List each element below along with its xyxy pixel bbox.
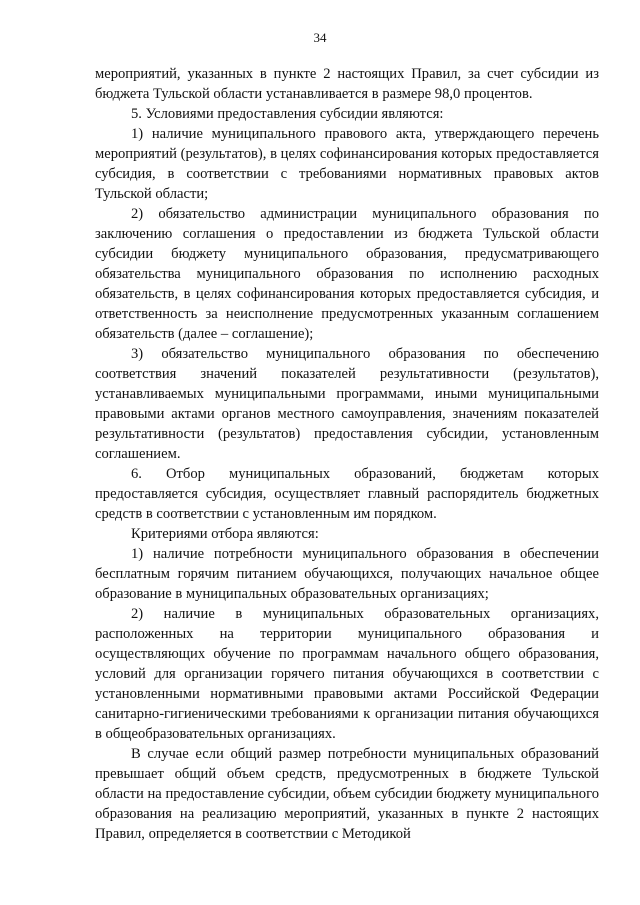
paragraph-condition-2: 2) обязательство администрации муниципального образования по заключению соглашения о предоставлении из бюджета Тульской области субсидии бюджету муниципального образования, предусматривающего обязательства муниципального образования по исполнению расходных обязательств, в целях софинансирования которых предоставляется субсидия, и ответственность за неисполнение предусмотренных указанным соглашением обязательств (далее – соглашение); — [95, 206, 599, 342]
paragraph-condition-3: 3) обязательство муниципального образования по обеспечению соответствия значений показателей результативности (результатов), устанавливаемых муниципальными программами, иными муниципальными правовыми актами органов местного самоуправления, значениям показателей результативности (результатов) предоставления субсидии, установленным соглашением. — [95, 346, 599, 462]
paragraph-conditions-heading: 5. Условиями предоставления субсидии являются: — [131, 106, 444, 122]
paragraph-condition-1: 1) наличие муниципального правового акта, утверждающего перечень мероприятий (результатов), в целях софинансирования которых предоставляется субсидия, в соответствии с требованиями нормативных правовых актов Тульской области; — [95, 126, 599, 202]
paragraph-selection: 6. Отбор муниципальных образований, бюджетам которых предоставляется субсидия, осуществляет главный распорядитель бюджетных средств в соответствии с установленным им порядком. — [95, 466, 599, 522]
paragraph-continuation: мероприятий, указанных в пункте 2 настоящих Правил, за счет субсидии из бюджета Тульской области устанавливается в размере 98,0 процентов. — [95, 66, 599, 102]
paragraph-excess-demand: В случае если общий размер потребности муниципальных образований превышает общий объем средств, предусмотренных в бюджете Тульской области на предоставление субсидии, объем субсидии бюджету муниципального образования на реализацию мероприятий, указанных в пункте 2 настоящих Правил, определяется в соответствии с Методикой — [95, 746, 599, 842]
paragraph-criteria-heading: Критериями отбора являются: — [131, 526, 319, 542]
page-number: 34 — [313, 30, 327, 45]
paragraph-criterion-1: 1) наличие потребности муниципального образования в обеспечении бесплатным горячим питанием обучающихся, получающих начальное общее образование в муниципальных образовательных организациях; — [95, 546, 599, 602]
document-body — [95, 64, 599, 844]
paragraph-criterion-2: 2) наличие в муниципальных образовательных организациях, расположенных на территории муниципального образования и осуществляющих обучение по программам начального общего образования, условий для организации горячего питания обучающихся в соответствии с установленными нормативными правовыми актами Российской Федерации санитарно-гигиеническими требованиями к организации питания обучающихся в общеобразовательных организациях. — [95, 606, 599, 742]
